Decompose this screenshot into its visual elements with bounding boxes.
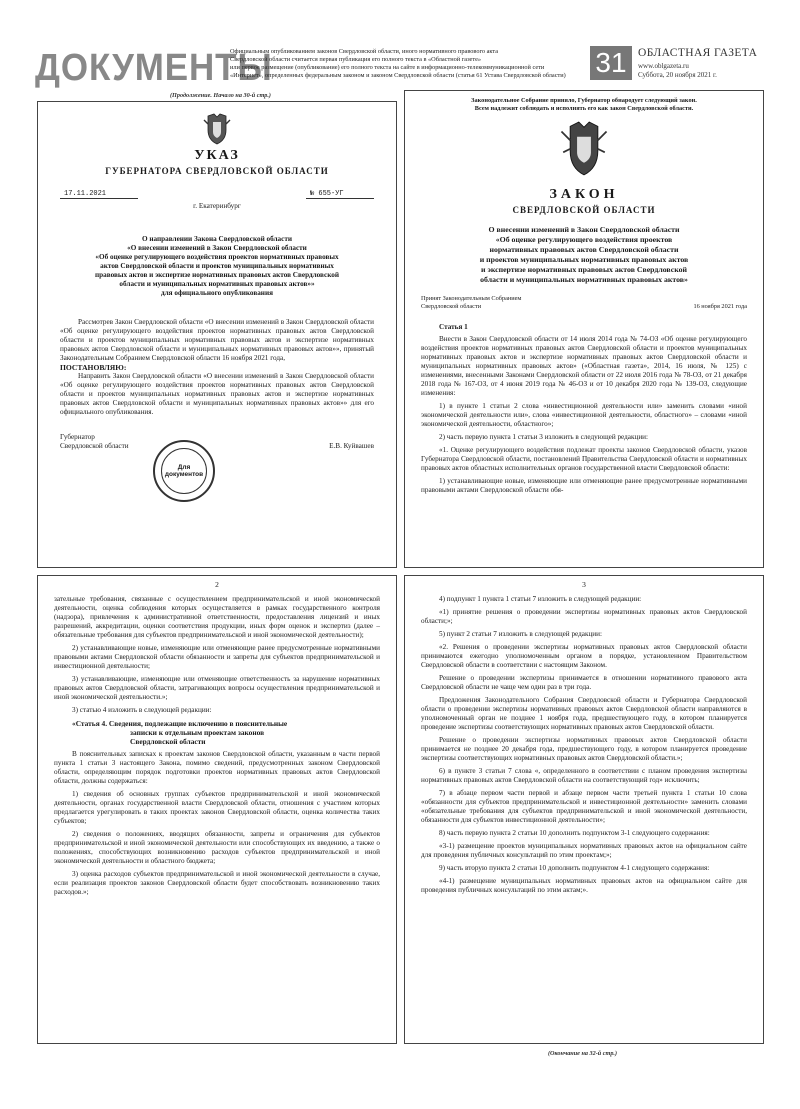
law-intro: Законодательное Собрание приняло, Губернатор обнародует следующий закон. Всем надлежит соблюдать и исполнять его как закон Свердловской области. xyxy=(471,97,697,112)
inner-page-number: 2 xyxy=(215,580,219,589)
law-paragraph: «1. Оценке регулирующего воздействия подлежат проекты законов Свердловской области, указов Губернатора Свердловской области, постановлений Правительства Свердловской области и нормативных правовых актов областных исполнительных органов государственной власти Свердловской области: xyxy=(421,446,747,472)
article-heading: Статья 1 xyxy=(439,323,468,331)
law-heading: О внесении изменений в Закон Свердловской области «Об оценке регулирующего воздействия проектов нормативных правовых актов Свердловской области и проектов муниципальных нормативных правовых актов и экспертизе нормативных правовых актов Свердловской области и муниципальных нормативных правовых актов» xyxy=(479,225,689,284)
law-paragraph: 2) часть первую пункта 1 статьи 3 изложить в следующей редакции: xyxy=(439,433,649,441)
official-stamp xyxy=(153,440,215,502)
coat-of-arms-icon xyxy=(202,112,232,146)
law-paragraph: «1) принятие решения о проведении экспертизы нормативных правовых актов Свердловской области;»; xyxy=(421,608,747,625)
law-paragraph: 1) устанавливающие новые, изменяющие или отменяющие ранее предусмотренные нормативными правовыми актами Свердловской области обя- xyxy=(421,477,747,494)
issue-date: Суббота, 20 ноября 2021 г. xyxy=(638,71,717,79)
law-paragraph: 3) оценка расходов субъектов предпринимательской и иной экономической деятельности в случае, если реализация проектов законов Свердловской области будет способствовать возникновению таких расходов.»; xyxy=(54,870,380,896)
page-number: 31 xyxy=(590,46,632,80)
law-paragraph: 5) пункт 2 статьи 7 изложить в следующей редакции: xyxy=(439,630,603,638)
law-paragraph: 2) устанавливающие новые, изменяющие или отменяющие ранее предусмотренные нормативными правовыми актами Свердловской области обязанности и запреты для субъектов предпринимательской и инвестиционной деятельности; xyxy=(54,644,380,670)
coat-of-arms-icon xyxy=(558,117,610,179)
inner-page-number: 3 xyxy=(582,580,586,589)
decree-signer-role: Губернатор Свердловской области xyxy=(60,433,129,450)
law-paragraph: 3) статью 4 изложить в следующей редакции: xyxy=(72,706,212,714)
law-paragraph: Решение о проведении экспертизы принимается в отношении нормативного правового акта Свердловской области не чаще чем один раз в три года. xyxy=(421,674,747,691)
decree-city: г. Екатеринбург xyxy=(193,202,241,210)
law-paragraph: В пояснительных записках к проектам законов Свердловской области, указанным в части первой пункта 1 статьи 3 настоящего Закона, помимо сведений, предусмотренных законом Свердловской области, определяющим порядок подготовки проектов нормативных правовых актов Свердловской области, должны содержаться: xyxy=(54,750,380,785)
decree-title: УКАЗ xyxy=(194,148,240,163)
decree-date: 17.11.2021 xyxy=(60,190,138,199)
law-subtitle: СВЕРДЛОВСКОЙ ОБЛАСТИ xyxy=(512,205,656,215)
article-heading: «Статья 4. Сведения, подлежащие включению в пояснительные записки к отдельным проектам законов Свердловской области xyxy=(72,719,288,746)
law-adopted-by: Принят Законодательным Собранием Свердловской области xyxy=(421,295,522,310)
law-panel xyxy=(404,90,764,568)
continuation-bottom: (Окончание на 32-й стр.) xyxy=(548,1050,618,1057)
law-paragraph: 4) подпункт 1 пункта 1 статьи 7 изложить в следующей редакции: xyxy=(439,595,642,603)
decree-paragraph: Рассмотрев Закон Свердловской области «О внесении изменений в Закон Свердловской области «Об оценке регулирующего воздействия проектов нормативных правовых актов Свердловской области и проектов муниципальных нормативных правовых актов и экспертизе нормативных правовых актов Свердловской области и муниципальных нормативных правовых актов»», принятый Законодательным Собранием Свердловской области 16 ноября 2021 года, xyxy=(60,318,374,362)
law-paragraph: «4-1) размещение муниципальных нормативных правовых актов на официальном сайте для проведения публичных консультаций по этим актам;». xyxy=(421,877,747,894)
law-paragraph: зательные требования, связанные с осуществлением предпринимательской и иной экономической деятельности, оценка соблюдения которых осуществляется в рамках государственного контроля (надзора), привлечения к административной ответственности, предоставления лицензий и иных разрешений, аккредитации, оценки соответствия продукции, иных форм оценок и экспертиз (далее – обязательные требования для субъектов предпринимательской и иной экономической деятельности); xyxy=(54,595,380,639)
website: www.oblgazeta.ru xyxy=(638,62,689,70)
law-paragraph: 8) часть первую пункта 2 статьи 10 дополнить подпунктом 3-1 следующего содержания: xyxy=(439,829,710,837)
law-paragraph: 7) в абзаце первом части первой и абзаце первом части третьей пункта 1 статьи 10 слова «обязанности для субъектов предпринимательской и инвестиционной деятельности» заменить словами «обязательные требования для субъектов предпринимательской и иной экономической деятельности, обязанности для субъектов инвестиционной деятельности»; xyxy=(421,789,747,824)
law-adopted-date: 16 ноября 2021 года xyxy=(693,303,747,310)
publication-notice: Официальным опубликованием законов Свердловской области, иного нормативного правового акта Свердловской области считается первая публикация его полного текста в «Областной газете» или первое размещение (опубликование) его полного текста на сайте в информационно-телекоммуникационной сети «Интернет», определенных федеральным законом и законом Свердловской области (статья 61 Устава Свердловской области) xyxy=(230,48,566,79)
decree-signer-name: Е.В. Куйвашев xyxy=(329,442,374,450)
law-paragraph: 1) в пункте 1 статьи 2 слова «инвестиционной деятельности или» заменить словами «иной экономической деятельности или», слова «инвестиционной деятельности, областного» – словами «иной экономической деятельности, областного»; xyxy=(421,402,747,428)
law-paragraph: Предложения Законодательного Собрания Свердловской области и Губернатора Свердловской области о проведении экспертизы нормативных правовых актов Свердловской области направляются в уполномоченный орган не позднее 1 ноября года, предшествующего году, в котором планируется проведение экспертизы соответствующих нормативных правовых актов Свердловской области. xyxy=(421,696,747,731)
law-paragraph: 9) часть вторую пункта 2 статьи 10 дополнить подпунктом 4-1 следующего содержания: xyxy=(439,864,710,872)
section-title: ДОКУМЕНТЫ xyxy=(35,47,273,89)
law-paragraph: 2) сведения о положениях, вводящих обязанности, запреты и ограничения для субъектов предпринимательской и иной экономической деятельности или способствующих их введению, а также о положениях, способствующих возникновению расходов субъектов предпринимательской и иной экономической деятельности и областного бюджета; xyxy=(54,830,380,865)
law-paragraph: «2. Решения о проведении экспертизы нормативных правовых актов Свердловской области принимаются ежегодно уполномоченным органом в порядке, установленном Правительством Свердловской области в соответствии с настоящим Законом. xyxy=(421,643,747,669)
law-paragraph: 6) в пункте 3 статьи 7 слова «, определенного в соответствии с планом проведения экспертизы нормативных правовых актов Свердловской области на соответствующий год» исключить; xyxy=(421,767,747,784)
law-title: ЗАКОН xyxy=(549,187,619,202)
decree-resolves: ПОСТАНОВЛЯЮ: xyxy=(60,363,127,372)
law-paragraph: 1) сведения об основных группах субъектов предпринимательской и иной экономической деятельности, органах государственной власти Свердловской области, отношения с участием которых предлагается урегулировать в таких проектах законов Свердловской области, оценка количества таких субъектов; xyxy=(54,790,380,825)
decree-panel xyxy=(37,101,397,568)
law-paragraph: 3) устанавливающие, изменяющие или отменяющие ответственность за нарушение нормативных правовых актов Свердловской области, затрагивающих вопросы осуществления предпринимательской и иной экономической деятельности.»; xyxy=(54,675,380,701)
stamp-label: Для документов xyxy=(164,464,204,478)
law-page-2 xyxy=(37,575,397,1044)
decree-paragraph: Направить Закон Свердловской области «О внесении изменений в Закон Свердловской области «Об оценке регулирующего воздействия проектов нормативных правовых актов Свердловской области и проектов муниципальных нормативных правовых актов и экспертизе нормативных правовых актов Свердловской области и муниципальных нормативных правовых актов»» для его официального опубликования. xyxy=(60,372,374,416)
decree-number: № 655-УГ xyxy=(306,190,374,199)
continuation-top: (Продолжение. Начало на 30-й стр.) xyxy=(170,92,271,99)
decree-heading: О направлении Закона Свердловской области «О внесении изменений в Закон Свердловской области «Об оценке регулирующего воздействия проектов нормативных правовых актов Свердловской области и проектов муниципальных нормативных правовых актов и экспертизе нормативных правовых актов Свердловской области и муниципальных нормативных правовых актов»» для официального опубликования xyxy=(95,235,339,297)
law-paragraph: Решение о проведении экспертизы нормативных правовых актов Свердловской области принимается не позднее 20 декабря года, предшествующего году, в котором планируется проведение экспертизы соответствующих нормативных правовых актов Свердловской области.»; xyxy=(421,736,747,762)
law-paragraph: Внести в Закон Свердловской области от 14 июля 2014 года № 74-ОЗ «Об оценке регулирующего воздействия проектов нормативных правовых актов Свердловской области и проектов муниципальных нормативных правовых актов и экспертизе нормативных правовых актов Свердловской области и муниципальных нормативных правовых актов» («Областная газета», 2014, 16 июля, № 125) с изменениями, внесенными Законами Свердловской области от 22 июля 2016 года № 78-ОЗ, от 21 декабря 2018 года № 167-ОЗ, от 4 июня 2019 года № 46-ОЗ и от 10 декабря 2020 года № 139-ОЗ, следующие изменения: xyxy=(421,335,747,397)
newspaper-name: ОБЛАСТНАЯ ГАЗЕТА xyxy=(638,47,758,59)
page-header xyxy=(0,0,800,90)
law-page-3 xyxy=(404,575,764,1044)
law-paragraph: «3-1) размещение проектов муниципальных нормативных правовых актов на официальном сайте для проведения публичных консультаций по этим проектам;»; xyxy=(421,842,747,859)
decree-subtitle: ГУБЕРНАТОРА СВЕРДЛОВСКОЙ ОБЛАСТИ xyxy=(105,166,329,176)
